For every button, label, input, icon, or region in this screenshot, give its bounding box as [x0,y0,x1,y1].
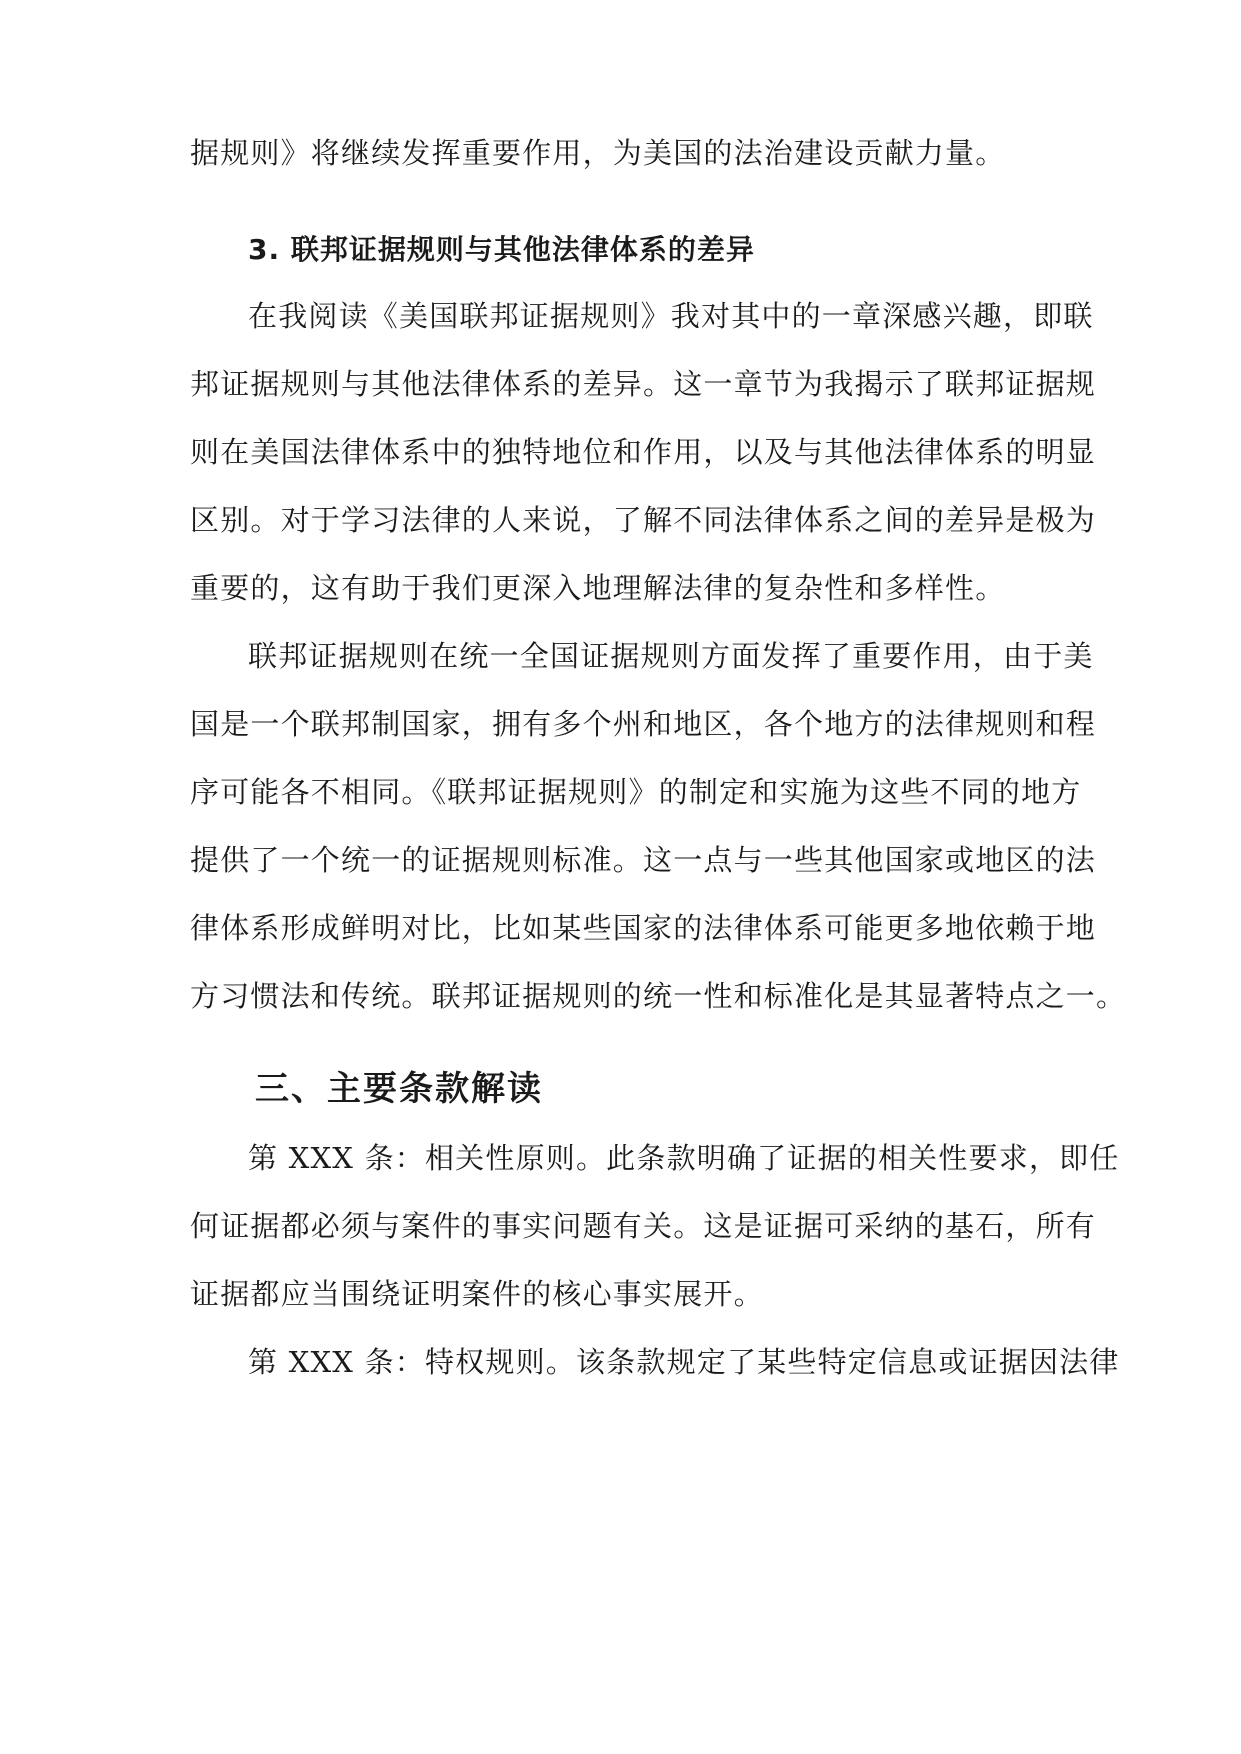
paragraph-line: 重要的，这有助于我们更深入地理解法律的复杂性和多样性。 [190,571,1006,605]
paragraph-line: 在我阅读《美国联邦证据规则》我对其中的一章深感兴趣，即联 [248,299,1094,333]
paragraph-line: 第 XXX 条：相关性原则。此条款明确了证据的相关性要求，即任 [248,1141,1120,1175]
paragraph-line: 区别。对于学习法律的人来说，了解不同法律体系之间的差异是极为 [190,503,1097,537]
paragraph-line: 提供了一个统一的证据规则标准。这一点与一些其他国家或地区的法 [190,843,1097,877]
paragraph-line: 何证据都必须与案件的事实问题有关。这是证据可采纳的基石，所有 [190,1209,1097,1243]
paragraph-line: 邦证据规则与其他法律体系的差异。这一章节为我揭示了联邦证据规 [190,367,1097,401]
paragraph-line: 第 XXX 条：特权规则。该条款规定了某些特定信息或证据因法律 [248,1345,1120,1379]
paragraph-line: 则在美国法律体系中的独特地位和作用，以及与其他法律体系的明显 [190,435,1097,469]
paragraph-line: 国是一个联邦制国家，拥有多个州和地区，各个地方的法律规则和程 [190,707,1097,741]
paragraph-line: 据规则》将继续发挥重要作用，为美国的法治建设贡献力量。 [190,136,1006,170]
paragraph-line: 方习惯法和传统。联邦证据规则的统一性和标准化是其显著特点之一。 [190,979,1127,1013]
subsection-title: 3. 联邦证据规则与其他法律体系的差异 [248,233,755,266]
section-title: 三、主要条款解读 [255,1069,543,1109]
paragraph-line: 序可能各不相同。《联邦证据规则》的制定和实施为这些不同的地方 [190,775,1082,809]
paragraph-line: 证据都应当围绕证明案件的核心事实展开。 [190,1277,764,1311]
paragraph-line: 律体系形成鲜明对比，比如某些国家的法律体系可能更多地依赖于地 [190,911,1097,945]
paragraph-line: 联邦证据规则在统一全国证据规则方面发挥了重要作用，由于美 [248,639,1094,673]
